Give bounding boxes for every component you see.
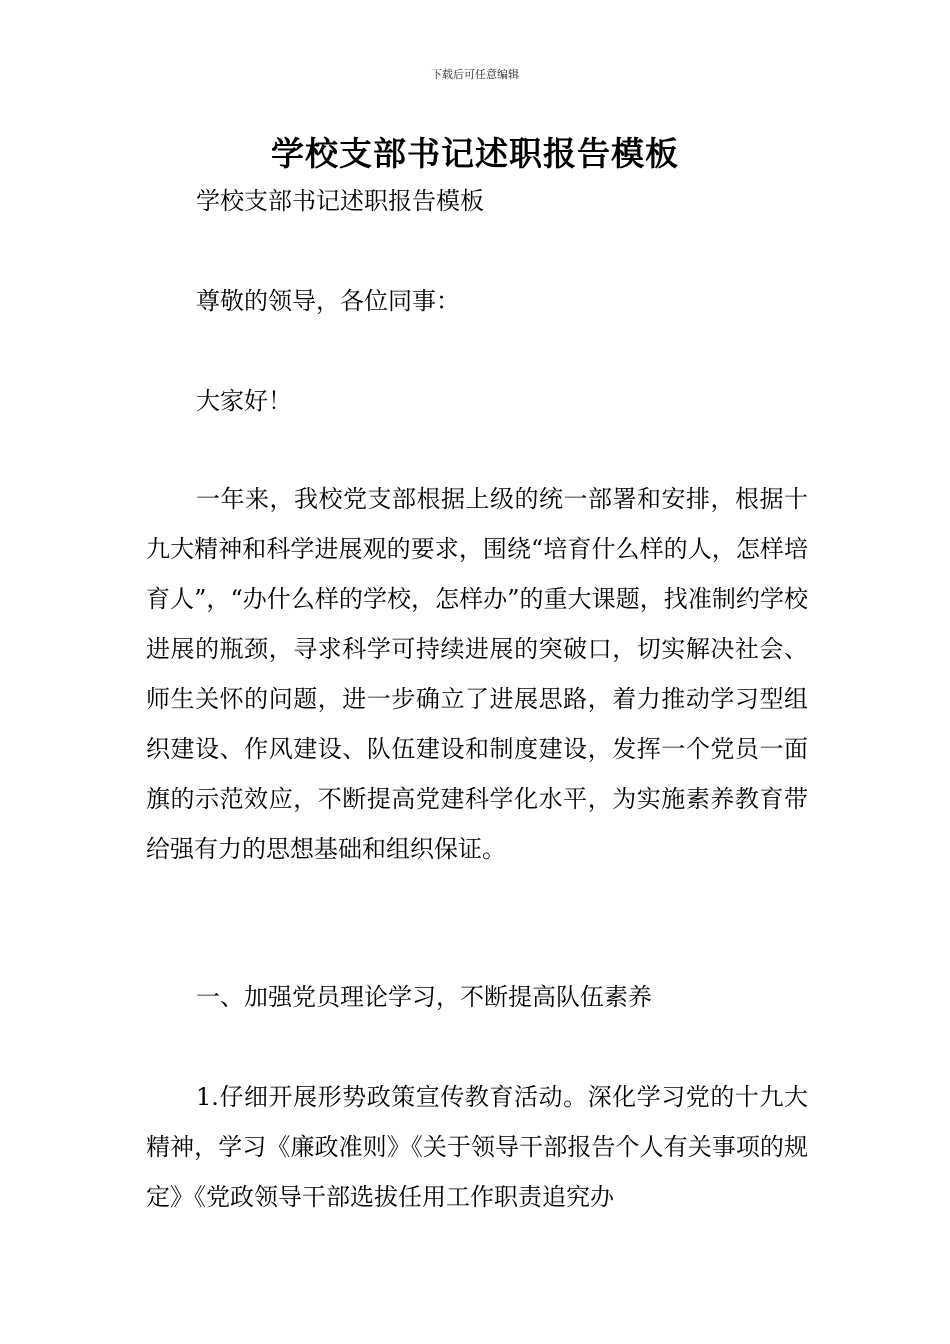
intro-paragraph: 一年来，我校党支部根据上级的统一部署和安排，根据十九大精神和科学进展观的要求，围绕“培育什么样的人，怎样培育人”，“办什么样的学校，怎样办”的重大课题，找准制约学校进展的瓶颈，寻求科学可持续进展的突破口，切实解决社会、师生关怀的问题，进一步确立了进展思路，着力推动学习型组织建设、作风建设、队伍建设和制度建设，发挥一个党员一面旗的示范效应，不断提高党建科学化水平，为实施素养教育带给强有力的思想基础和组织保证。 [146, 485, 808, 863]
section-heading: 一、加强党员理论学习，不断提高队伍素养 [196, 983, 652, 1011]
document-title: 学校支部书记述职报告模板 [271, 134, 679, 173]
list-item-paragraph: 1.仔细开展形势政策宣传教育活动。深化学习党的十九大精神，学习《廉政准则》《关于领导干部报告个人有关事项的规定》《党政领导干部选拔任用工作职责追究办 [146, 1083, 808, 1211]
hello-paragraph: 大家好！ [196, 387, 292, 415]
document-subtitle: 学校支部书记述职报告模板 [196, 187, 484, 215]
greeting-paragraph: 尊敬的领导，各位同事： [196, 287, 460, 315]
header-note: 下载后可任意编辑 [431, 68, 519, 81]
